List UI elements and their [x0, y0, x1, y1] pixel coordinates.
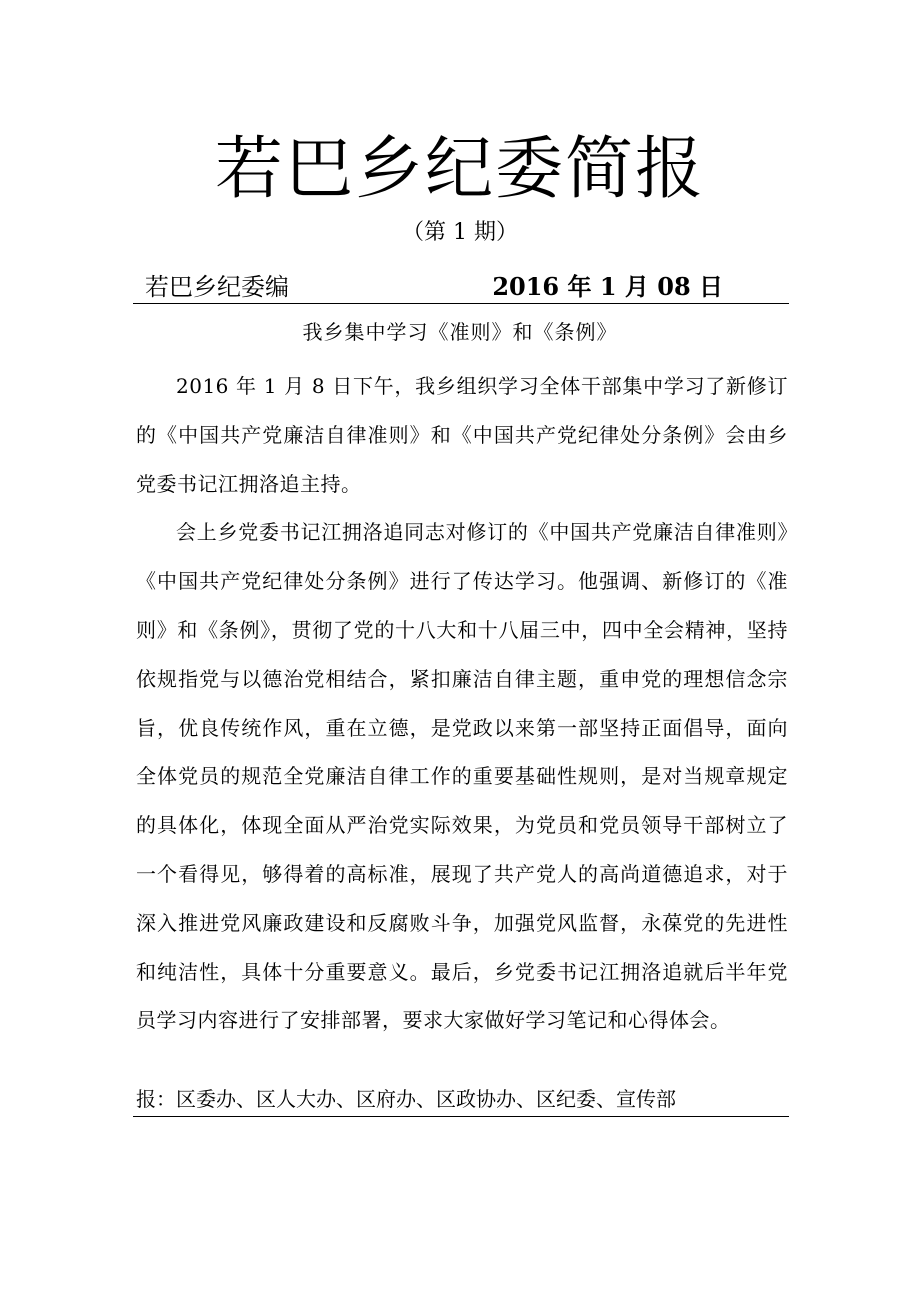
- article-paragraph: 2016 年 1 月 8 日下午，我乡组织学习全体干部集中学习了新修订的《中国共产党廉洁自律准则》和《中国共产党纪律处分条例》会由乡党委书记江拥洛追主持。: [136, 374, 788, 496]
- footer-divider: [133, 1116, 789, 1117]
- header-divider: [133, 303, 789, 304]
- article-paragraph: 会上乡党委书记江拥洛追同志对修订的《中国共产党廉洁自律准则》《中国共产党纪律处分条例》进行了传达学习。他强调、新修订的《准则》和《条例》，贯彻了党的十八大和十八届三中，四中全会精神，坚持依规指党与以德治党相结合，紧扣廉洁自律主题，重申党的理想信念宗旨，优良传统作风，重在立德，是党政以来第一部坚持正面倡导，面向全体党员的规范全党廉洁自律工作的重要基础性规则，是对当规章规定的具体化，体现全面从严治党实际效果，为党员和党员领导干部树立了一个看得见，够得着的高标准，展现了共产党人的高尚道德追求，对于深入推进党风廉政建设和反腐败斗争，加强党风监督，永葆党的先进性和纯洁性，具体十分重要意义。最后，乡党委书记江拥洛追就后半年党员学习内容进行了安排部署，要求大家做好学习笔记和心得体会。: [136, 520, 788, 1033]
- article-body: [136, 362, 788, 1045]
- meta-row: [133, 270, 789, 304]
- editor-label: 若巴乡纪委编: [145, 273, 289, 301]
- masthead-title: 若巴乡纪委简报: [214, 130, 705, 209]
- issue-number: （第 1 期）: [402, 220, 518, 245]
- report-recipients: 报：区委办、区人大办、区府办、区政协办、区纪委、宣传部: [136, 1087, 676, 1111]
- issue-date: 2016 年 1 月 08 日: [492, 272, 723, 301]
- article-title: 我乡集中学习《准则》和《条例》: [302, 320, 618, 344]
